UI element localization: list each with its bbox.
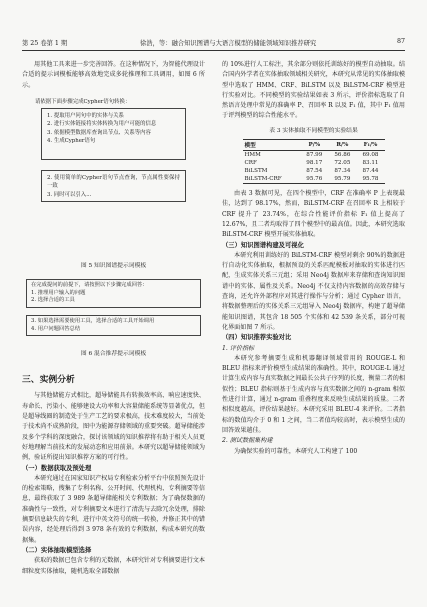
- table-row: [243, 151, 385, 160]
- table-cell: HMM: [244, 152, 261, 159]
- table-cell: BiLSTM: [244, 168, 268, 175]
- table-header: P/%: [300, 140, 328, 151]
- subsection-heading: （四）知识推荐实验对比: [222, 334, 292, 342]
- minor-heading: 1. 评价指标: [222, 344, 255, 352]
- table-cell: 87.54: [306, 168, 323, 175]
- section-heading: 三、实例分析: [22, 375, 75, 386]
- figure-5-box-2: [41, 170, 186, 202]
- table-header: 模型: [243, 140, 301, 151]
- subsection-heading: （二）实体抽取模型选择: [22, 546, 92, 554]
- paragraph: 由表 3 数据可见，在四个模型中，CRF 在准确率 P 上表现最佳，达到了 98.17%，然而，BiLSTM-CRF 在召回率 R 上相较于 CRF 提升了 23.74%，在综合性能评价指标 F₁ 值上提高了 12.67%，且二者均取得了四个模型中的最高值。因此，本研究选取 BiLSTM-CRF 模型开展实体抽取。: [222, 190, 405, 239]
- paragraph: 获取的数据已包含专利的元数据，本研究针对专利摘要进行文本细粒度实体抽取，随机选取全部数据: [22, 557, 205, 575]
- paragraph: 与其他储能方式相比，超导储能具有转换效率高、响应速度快、寿命长、污染小、能够建设大功率和大容量储能系统等显著优点，但是超导线圈的制造处于生产工艺的要求极高，技术难度较大，当前处于技术尚不成熟阶段，图中为能源存储领域的重要突破。超导储能涉及多个学科的深度融合，探讨该领域的知识推荐将有助于相关人员更好地理解当前技术的发展动态和应用前景。本研究以超导储能领域为例，验证所提出知识推荐方案的可行性。: [22, 392, 205, 462]
- table-row: [243, 159, 385, 167]
- figure-5-caption: 图 5 知识图谱提示词模板: [80, 262, 147, 269]
- table-cell: 72.05: [334, 160, 351, 167]
- subsection-heading: （一）数据获取及预处理: [22, 464, 92, 472]
- paragraph: 本研究利用训练好的 BiLSTM-CRF 模型对剩余 90%的数据进行自动化实体抽取，根据预设的关系匹配模板对抽取的实体进行匹配，生成实体关系三元组；采用 Neo4j 数据库来存储和查询知识图谱中的实体、属性及关系。Neo4j 不仅支持内容数据的高效存储与查询，还允许外部程序对其进行操作与分析；通过 Cypher 语言，将数据整理后的实体关系三元组导入 Neo4j 数据库，构建了超导储能知识图谱，其包含 18 505 个实体和 42 539 条关系，部分可视化界面如图 7 所示。: [222, 251, 405, 331]
- left-column: [22, 60, 205, 577]
- paragraph: 本研究通过在国家知识产权局专利检索分析平台中依照预先设计的检索策略，搜集了专利名称、公开时间、代理机构、专利摘要等信息，最终获取了 3 989 条超导储能相关专利数据；为了确保数据的准确性与一致性，对专利摘要文本进行了清洗与去除冗余处理，排除摘要信息缺失的专利，进行中英文符号的统一转换，并修正其中的错误内容，经处理后得到 3 978 条有效的专利数据，构成本研究的数据集。: [22, 474, 205, 544]
- table-cell: 95.79: [328, 175, 356, 184]
- table-row: [243, 175, 385, 184]
- figure-6-box-1-text: 在完成提问的前提下，请按照以下步骤完成回答： 1. 推理用户输入的问题 2. 选择合适的工具: [31, 282, 148, 304]
- table-cell: BiLSTM-CRF: [243, 175, 301, 184]
- figure-6-box-2: [26, 315, 201, 336]
- table-cell: 87.99: [306, 152, 323, 159]
- table-cell: 56.86: [334, 152, 351, 159]
- table-cell: 98.17: [306, 160, 323, 167]
- table-header: F₁/%: [356, 140, 384, 151]
- figure-5-box-2-text: 2. 使用简单的Cypher语句节点查询，节点属性要保持一致 3. 同时可以引入...: [47, 174, 180, 198]
- running-header: [22, 36, 405, 51]
- table-cell: 83.11: [362, 160, 379, 167]
- table-3-caption: 表 3 实体抽取不同模型的实验结果: [269, 127, 358, 134]
- figure-5-box-1-text: 1. 提取用户问句中的实体与关系 2. 进行实体链接将实体转换为用户可能的信息 3. 依据模型数据库查询出节点、关系等内容 4. 生成Cypher语句: [47, 112, 157, 145]
- right-column: [222, 60, 405, 457]
- figure-5-top-text: 请依据下面步骤完成Cypher语句转换：: [35, 98, 131, 105]
- figure-5: [31, 96, 196, 257]
- figure-6-caption: 图 6 混合推荐提示词模板: [80, 351, 147, 358]
- paragraph: 用其他工具来进一步完善回答。在这种情况下，为智能代理设计合适的提示词模板能够高效地完成多轮推理和工具调用，如图 6 所示。: [22, 61, 205, 89]
- paragraph: 的 10%进行人工标注，其余部分则依托训练好的模型自动抽取。结合国内外学者在实体抽取领域相关研究，本研究从常见的实体抽取模型中选取了 HMM、CRF、BiLSTM 以及 BiLSTM-CRF 模型进行实验对比。不同模型的实验结果如表 3 所示，评价指标选取了自然语言处理中常见的准确率 P、召回率 R 以及 F₁ 值，其中 F₁ 值用于评判模型的综合性能水平。: [222, 61, 405, 120]
- issue-label: 第 25 卷第 1 期: [22, 40, 68, 47]
- table-cell: 69.08: [362, 152, 379, 159]
- table-cell: 95.78: [356, 175, 384, 184]
- paragraph: 为确保实验的可靠性，本研究人工构建了 100: [234, 447, 358, 455]
- table-cell: 95.76: [300, 175, 328, 184]
- table-cell: 87.34: [334, 168, 351, 175]
- table-header: R/%: [328, 140, 356, 151]
- table-cell: 87.44: [362, 168, 379, 175]
- figure-6: [26, 279, 201, 345]
- table-row: [243, 167, 385, 175]
- table-cell: CRF: [244, 160, 257, 167]
- figure-5-box-1: [41, 108, 186, 160]
- page-number: 87: [396, 38, 405, 45]
- minor-heading: 2. 测试数据集构建: [222, 437, 273, 445]
- figure-6-box-2-text: 3. 如果选择需要使用工具，选择合适的工具开始调用 4. 用户问题回答总结: [31, 318, 155, 332]
- results-table: [243, 139, 385, 184]
- paragraph: 本研究参考摘要生成和机器翻译领域常用的 ROUGE-L 和 BLEU 指标来评价模型生成结果的准确性。其中，ROUGE-L 通过计算生成内容与真实数据之间最长公共子序列的长度，衡量二者的相似性；BLEU 指标则基于生成内容与真实数据之间的 n-gram 相似性进行计算，通过 n-gram 重叠程度来反映生成结果的质量。二者相似度越高，评价结果越好。本研究采用 BLEU-4 来评价。二者指标的数值均介于 0 和 1 之间，当二者值均较高时，表示模型生成的回答效果越佳。: [222, 354, 405, 434]
- subsection-heading: （三）知识图谱构建及可视化: [222, 241, 304, 249]
- figure-6-box-1: [26, 279, 201, 308]
- article-title-header: 徐浩，等：融合知识图谱与大语言模型的储能领域知识推荐研究: [140, 40, 317, 47]
